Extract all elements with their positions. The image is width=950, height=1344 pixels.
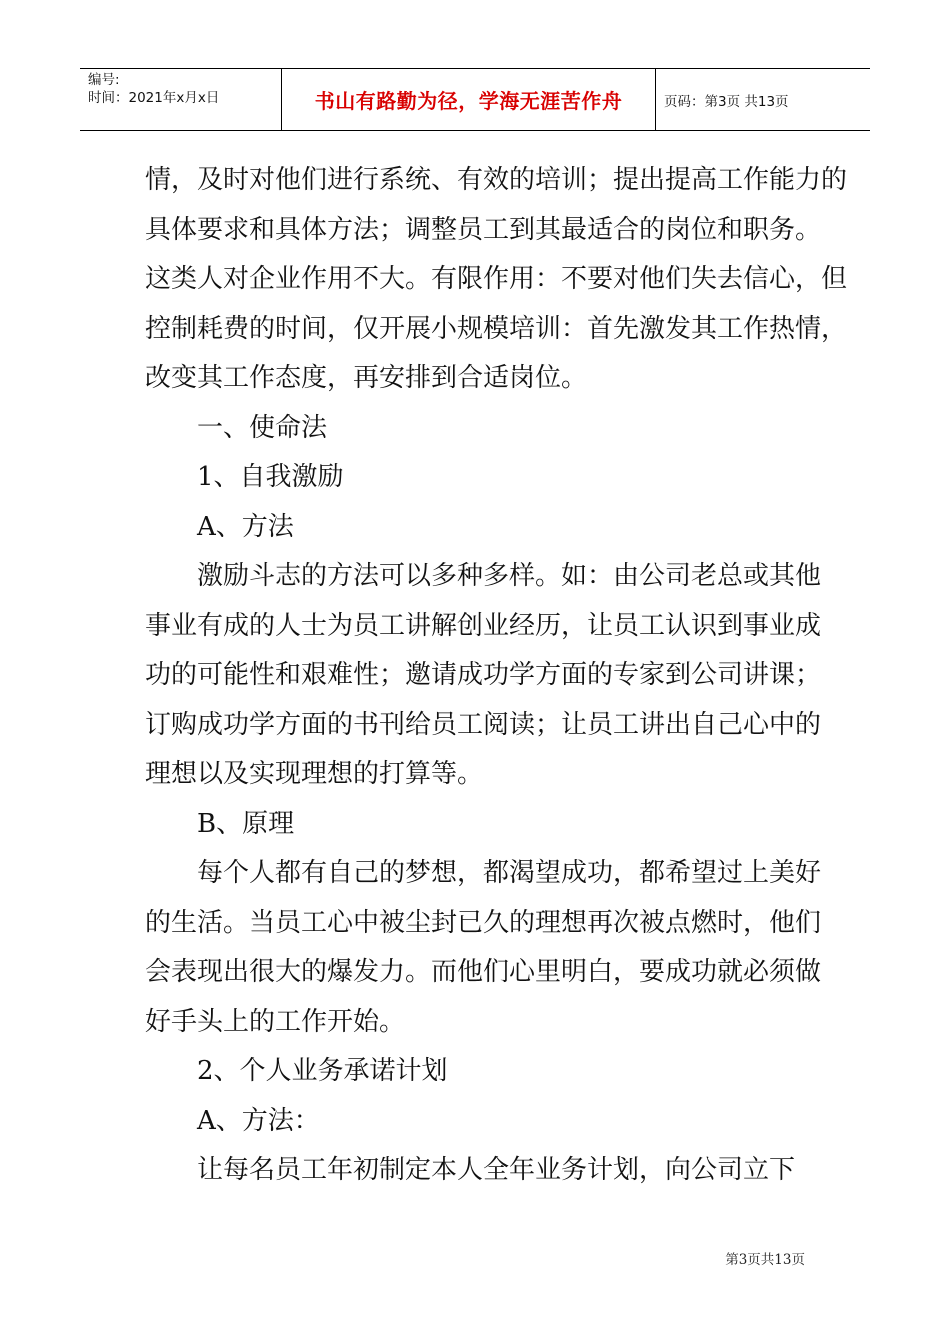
body-line: A、方法：: [197, 1105, 320, 1136]
body-line: A、方法: [197, 511, 294, 542]
body-line: 事业有成的人士为员工讲解创业经历，让员工认识到事业成: [145, 610, 822, 641]
body-line: 理想以及实现理想的打算等。: [145, 759, 484, 789]
serial-number-label: 编号:: [88, 72, 120, 88]
body-line: 每个人都有自己的梦想，都渴望成功，都希望过上美好: [197, 858, 822, 888]
body-line: 1、自我激励: [197, 462, 344, 492]
header-page-info: 页码：第3页 共13页: [664, 93, 789, 110]
body-line: 好手头上的工作开始。: [145, 1006, 406, 1037]
body-line: 情，及时对他们进行系统、有效的培训；提出提高工作能力的: [145, 165, 848, 195]
body-line: 具体要求和具体方法；调整员工到其最适合的岗位和职务。: [145, 214, 822, 245]
date-line: 时间：2021年x月x日: [88, 90, 220, 106]
body-line: B、原理: [197, 808, 295, 839]
body-line: 控制耗费的时间，仅开展小规模培训：首先激发其工作热情，: [145, 313, 848, 344]
footer-page-info: 第3页共13页: [725, 1252, 805, 1268]
body-line: 会表现出很大的爆发力。而他们心里明白，要成功就必须做: [145, 957, 822, 987]
body-line: 让每名员工年初制定本人全年业务计划，向公司立下: [197, 1155, 796, 1185]
body-line: 2、个人业务承诺计划: [197, 1056, 448, 1086]
body-line: 订购成功学方面的书刊给员工阅读；让员工讲出自己心中的: [145, 709, 822, 740]
body-line: 一、使命法: [197, 412, 328, 443]
body-line: 的生活。当员工心中被尘封已久的理想再次被点燃时，他们: [145, 907, 822, 938]
header-meta: [88, 71, 283, 107]
body-line: 激励斗志的方法可以多种多样。如：由公司老总或其他: [197, 561, 822, 591]
header-motto: 书山有路勤为径，学海无涯苦作舟: [314, 89, 623, 113]
page-header: [80, 68, 870, 131]
document-body: [145, 156, 848, 1196]
body-line: 这类人对企业作用不大。有限作用：不要对他们失去信心，但: [145, 264, 848, 294]
body-line: 改变其工作态度，再安排到合适岗位。: [145, 363, 588, 393]
body-line: 功的可能性和艰难性；邀请成功学方面的专家到公司讲课；: [145, 660, 822, 690]
